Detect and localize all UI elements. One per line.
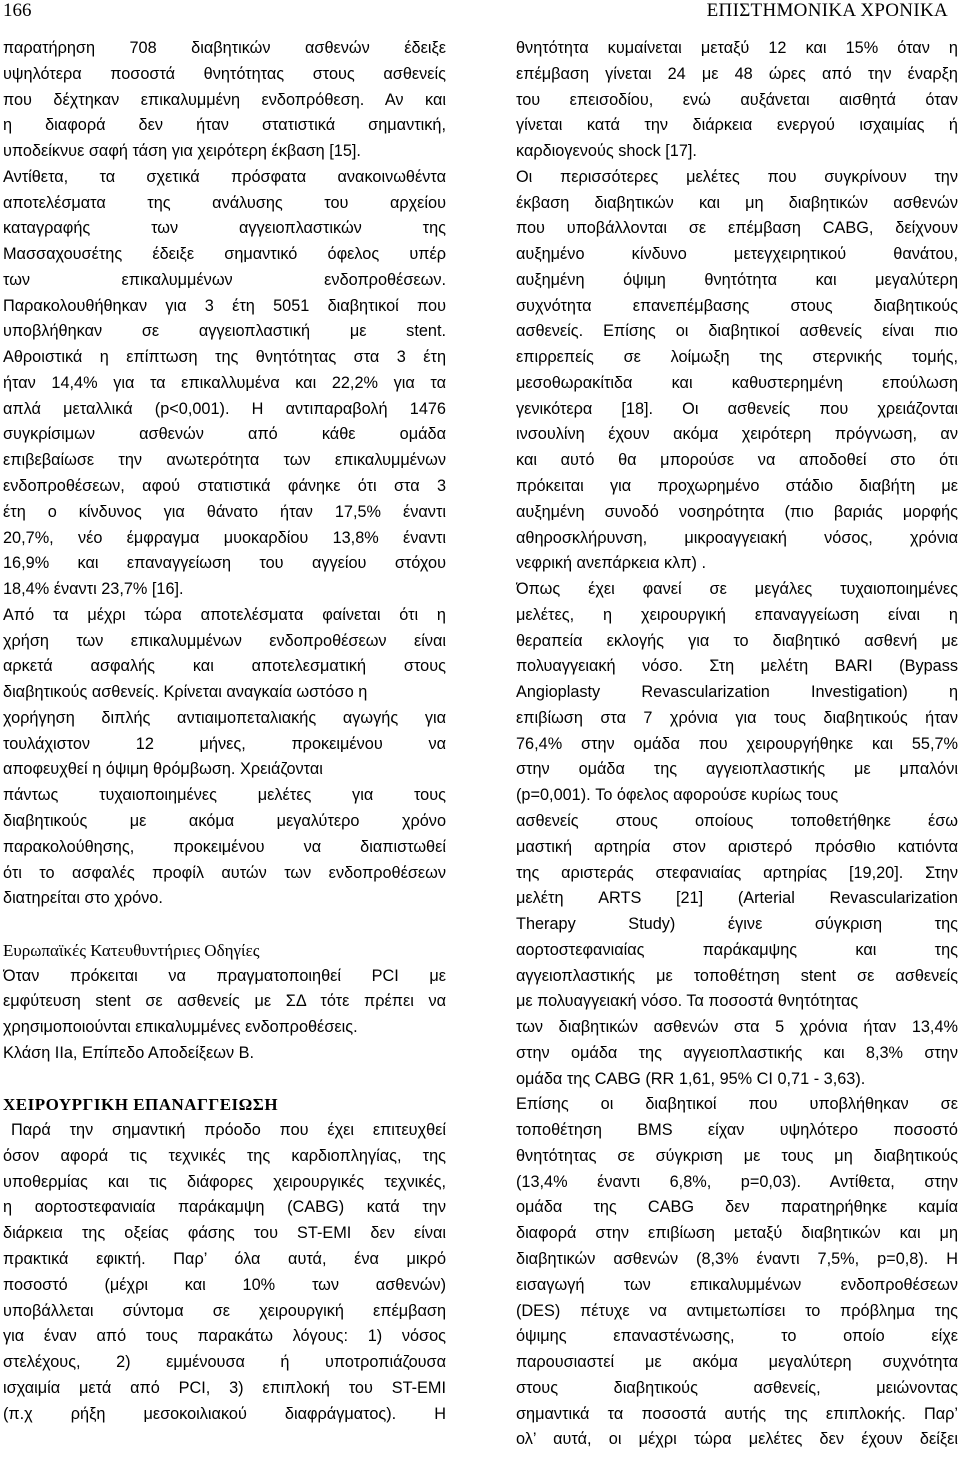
text-line: Παρακολουθήθηκαν για 3 έτη 5051 διαβητικοί που — [3, 296, 446, 315]
text-line: συχνότητα επανεπέμβασης στους διαβητικούς — [516, 296, 958, 315]
text-line: 20,7%, νέο έμφραγμα μυοκαρδίου 13,8% έναντι — [3, 528, 446, 547]
text-line: έκβαση διαβητικών και μη διαβητικών ασθενών — [516, 193, 958, 212]
text-line: απλά μεταλλικά (p<0,001). Η αντιπαραβολή 1476 — [3, 399, 446, 418]
running-head: ΕΠΙΣΤΗΜΟΝΙΚΑ ΧΡΟΝΙΚΑ — [706, 0, 948, 21]
text-line: έτη ο κίνδυνος για θάνατο ήταν 17,5% έναντι — [3, 502, 446, 521]
text-line: αγγειοπλαστικής με τοποθέτηση stent σε ασθενείς — [516, 966, 958, 985]
section-heading: Ευρωπαϊκές Κατευθυντήριες Οδηγίες — [3, 940, 260, 960]
text-line: πρακτικά εφικτή. Παρ’ όλα αυτά, ένα μικρό — [3, 1249, 446, 1268]
text-line: για έναν από τους παρακάτω λόγους: 1) νόσος — [3, 1327, 446, 1346]
text-line: ποσοστό (μέχρι και 10% των ασθενών) — [3, 1275, 446, 1294]
text-line: όψιμης επαναστένωσης, το οποίο είχε — [516, 1327, 958, 1346]
text-line: καρδιογενούς shock [17]. — [516, 142, 697, 161]
text-line: καταγραφής των αγγειοπλαστικών της — [3, 219, 446, 238]
text-line: Therapy Study) έγινε σύγκριση της — [516, 915, 958, 934]
text-line: Όταν πρόκειται να πραγματοποιηθεί PCI με — [3, 966, 446, 985]
text-line: ενδοπροθέσεων, αφού στατιστικά φάνηκε ότι στα 3 — [3, 477, 446, 496]
text-line: μεσοθωρακίτιδα και καθυστερημένη επούλωση — [516, 373, 958, 392]
text-line: διαβητικούς με ακόμα μεγαλύτερο χρόνο — [3, 811, 446, 830]
text-line: πάντως τυχαιοποιημένες μελέτες για τους — [3, 786, 446, 805]
text-line: ομάδα της CABG (RR 1,61, 95% CI 0,71 - 3,63). — [516, 1069, 866, 1088]
text-line: επιβίωση στα 7 χρόνια για τους διαβητικούς ήταν — [516, 708, 958, 727]
text-line: εμφύτευση stent σε ασθενείς με ΣΔ τότε πρέπει να — [3, 992, 446, 1011]
text-line: Angioplasty Revascularization Investigation) η — [516, 683, 958, 702]
text-line: αυξημένη όψιμη θνητότητα και μεγαλύτερη — [516, 270, 958, 289]
text-line: της αριστεράς στεφανιαίας αρτηρίας [19,20]. Στην — [516, 863, 958, 882]
text-line: 18,4% έναντι 23,7% [16]. — [3, 580, 184, 599]
text-line: στην ομάδα της αγγειοπλαστικής και 8,3% στην — [516, 1043, 958, 1062]
text-line: τουλάχιστον 12 μήνες, προκειμένου να — [3, 734, 446, 753]
text-line: επιβεβαίωσε την ανωτερότητα των επικαλυμμένων — [3, 451, 446, 470]
text-line: διατηρείται στο χρόνο. — [3, 889, 163, 908]
text-line: Επίσης οι διαβητικοί που υποβλήθηκαν σε — [516, 1095, 958, 1114]
text-line: διαβητικών ασθενών (8,3% έναντι 7,5%, p=0,8). Η — [516, 1249, 958, 1268]
blank-line — [3, 1067, 446, 1093]
text-line: αορτοστεφανιαίας παράκαμψης και της — [516, 940, 958, 959]
text-line: υποθερμίας και τις διάφορες χειρουργικές τεχνικές, — [3, 1172, 446, 1191]
text-line: παρακολούθησης, προκειμένου να διαπιστωθεί — [3, 837, 446, 856]
text-line: αθηροσκλήρυνση, μικροαγγειακή νόσος, χρόνια — [516, 528, 958, 547]
page-number: 166 — [3, 0, 32, 21]
text-line: γίνεται κατά την διάρκεια ενεργού ισχαιμίας ή — [516, 116, 958, 135]
text-line: (p=0,001). Το όφελος αφορούσε κυρίως τους — [516, 786, 839, 805]
text-line: που υποβάλλονται σε επέμβαση CABG, δείχνουν — [516, 219, 958, 238]
text-line: εισαγωγή των επικαλυμμένων ενδοπροθέσεων — [516, 1275, 958, 1294]
text-line: ομάδα της CABG δεν παρατηρήθηκε καμία — [516, 1198, 958, 1217]
text-line: Αντίθετα, τα σχετικά πρόσφατα ανακοινωθέντα — [3, 167, 446, 186]
text-line: Μασσαχουσέτης έδειξε σημαντικό όφελος υπέρ — [3, 245, 446, 264]
text-line: ότι το ασφαλές προφίλ αυτών των ενδοπροθέσεων — [3, 863, 446, 882]
text-line: επιρρεπείς σε λοίμωξη της στερνικής τομής, — [516, 348, 958, 367]
text-line: η αορτοστεφανιαία παράκαμψη (CABG) κατά την — [3, 1198, 446, 1217]
text-line: ινσουλίνη έχουν ακόμα χειρότερη πρόγνωση, αν — [516, 425, 958, 444]
text-line: διαφορά στην επιβίωση μεταξύ διαβητικών και μη — [516, 1224, 958, 1243]
text-line: αποτελέσματα της ανάλυσης του αρχείου — [3, 193, 446, 212]
text-line: χρήση των επικαλυμμένων ενδοπροθέσεων είναι — [3, 631, 446, 650]
text-line: διαβητικούς ασθενείς. Κρίνεται αναγκαία ωστόσο η — [3, 683, 368, 702]
text-line: επέμβαση γίνεται 24 με 48 ώρες από την έναρξη — [516, 64, 958, 83]
text-line: και αυτό θα μπορούσε να αποδοθεί στο ότι — [516, 451, 958, 470]
text-line: όσον αφορά τις τεχνικές της καρδιοπληγίας, της — [3, 1146, 446, 1165]
text-line: διάρκεια της οξείας φάσης του ST-EMI δεν είναι — [3, 1224, 446, 1243]
text-line: Από τα μέχρι τώρα αποτελέσματα φαίνεται ότι η — [3, 605, 446, 624]
text-line: υποδείκνυε σαφή τάση για χειρότερη έκβαση [15]. — [3, 142, 361, 161]
text-line: στελέχους, 2) εμμένουσα ή υποτροπιάζουσα — [3, 1353, 446, 1372]
text-line: στους διαβητικούς ασθενείς, μειώνοντας — [516, 1378, 958, 1397]
text-line: ολ’ αυτά, οι μέχρι τώρα μελέτες δεν έχουν δείξει — [516, 1430, 958, 1449]
text-line: των διαβητικών ασθενών στα 5 χρόνια ήταν 13,4% — [516, 1018, 958, 1037]
text-line: Όπως έχει φανεί σε μεγάλες τυχαιοποιημένες — [516, 580, 958, 599]
text-line: στην ομάδα της αγγειοπλαστικής με μπαλόνι — [516, 760, 958, 779]
text-line: παρατήρηση 708 διαβητικών ασθενών έδειξε — [3, 39, 446, 57]
text-line: αποφευχθεί η όψιμη θρόμβωση. Χρειάζονται — [3, 760, 323, 779]
text-line: χρησιμοποιούνται επικαλυμμένες ενδοπροθέσεις. — [3, 1018, 358, 1037]
text-line: Παρά την σημαντική πρόοδο που έχει επιτευχθεί — [11, 1121, 446, 1140]
section-heading: ΧΕΙΡΟΥΡΓΙΚΗ ΕΠΑΝΑΓΓΕΙΩΣΗ — [3, 1095, 279, 1115]
text-line: σημαντικά τα ποσοστά αυτής της επιπλοκής. Παρ’ — [516, 1404, 958, 1423]
text-line: με πολυαγγειακή νόσο. Τα ποσοστά θνητότητας — [516, 992, 859, 1011]
text-line: πολυαγγειακή νόσο. Στη μελέτη BARI (Bypass — [516, 657, 958, 676]
text-line: ασθενείς στους οποίους τοποθετήθηκε έσω — [516, 811, 958, 830]
text-line: αυξημένη συνοδό νοσηρότητα (πιο βαριάς μορφής — [516, 502, 958, 521]
text-line: παρουσιαστεί με ακόμα μεγαλύτερη συχνότητα — [516, 1353, 958, 1372]
text-line: Κλάση IIa, Επίπεδο Αποδείξεων B. — [3, 1043, 255, 1062]
text-line: γενικότερα [18]. Οι ασθενείς που χρειάζονται — [516, 399, 958, 418]
text-line: των επικαλυμμένων ενδοπροθέσεων. — [3, 270, 446, 289]
text-line: ισχαιμία μετά από PCI, 3) επιπλοκή του ST-EMI — [3, 1378, 446, 1397]
text-line: θνητότητας σε σύγκριση με τους μη διαβητικούς — [516, 1146, 958, 1165]
text-line: του επεισοδίου, ενώ αυξάνεται αισθητά όταν — [516, 90, 958, 109]
blank-line — [3, 912, 446, 938]
text-line: νεφρική ανεπάρκεια κλπ) . — [516, 554, 706, 573]
text-line: ήταν 14,4% για τα επικαλλυμένα και 22,2% για τα — [3, 373, 446, 392]
text-line: (13,4% έναντι 6,8%, p=0,03). Αντίθετα, στην — [516, 1172, 958, 1191]
text-line: συγκρίσιμων ασθενών από κάθε ομάδα — [3, 425, 446, 444]
text-line: μαστική αρτηρία στον αριστερό πρόσθιο κατιόντα — [516, 837, 958, 856]
text-line: θεραπεία εκλογής για το διαβητικό ασθενή με — [516, 631, 958, 650]
text-line: (DES) πέτυχε να αντιμετωπίσει το πρόβλημα της — [516, 1301, 958, 1320]
text-line: υποβάλλεται σύντομα σε χειρουργική επέμβαση — [3, 1301, 446, 1320]
right-column — [516, 36, 958, 1453]
text-line: υψηλότερα ποσοστά θνητότητας στους ασθενείς — [3, 64, 446, 83]
text-line: μελέτες, η χειρουργική επαναγγείωση είναι η — [516, 605, 958, 624]
text-line: αυξημένο κίνδυνο μετεγχειρητικού θανάτου, — [516, 245, 958, 264]
text-line: υποβλήθηκαν σε αγγειοπλαστική με stent. — [3, 322, 446, 341]
text-line: πρόκειται για προχωρημένο στάδιο διαβήτη με — [516, 477, 958, 496]
text-line: τοποθέτηση BMS είχαν υψηλότερο ποσοστό — [516, 1121, 958, 1140]
text-line: αρκετά ασφαλής και αποτελεσματική στους — [3, 657, 446, 676]
text-line: που δέχτηκαν επικαλυμμένη ενδοπρόθεση. Αν και — [3, 90, 446, 109]
text-line: 16,9% και επαναγγείωση του αγγείου στόχου — [3, 554, 446, 573]
text-line: 76,4% στην ομάδα που χειρουργήθηκε και 55,7% — [516, 734, 958, 753]
left-column — [3, 36, 446, 1427]
text-line: Οι περισσότερες μελέτες που συγκρίνουν την — [516, 167, 958, 186]
text-line: ασθενείς. Επίσης οι διαβητικοί ασθενείς είναι πιο — [516, 322, 958, 341]
text-line: θνητότητα κυμαίνεται μεταξύ 12 και 15% όταν η — [516, 39, 958, 57]
text-line: μελέτη ARTS [21] (Arterial Revascularization — [516, 889, 958, 908]
text-line: η διαφορά δεν ήταν στατιστικά σημαντική, — [3, 116, 446, 135]
text-line: χορήγηση διπλής αντιαιμοπεταλιακής αγωγής για — [3, 708, 446, 727]
text-line: Αθροιστικά η επίπτωση της θνητότητας στα 3 έτη — [3, 348, 446, 367]
text-line: (π.χ ρήξη μεσοκοιλιακού διαφράγματος). Η — [3, 1404, 446, 1423]
